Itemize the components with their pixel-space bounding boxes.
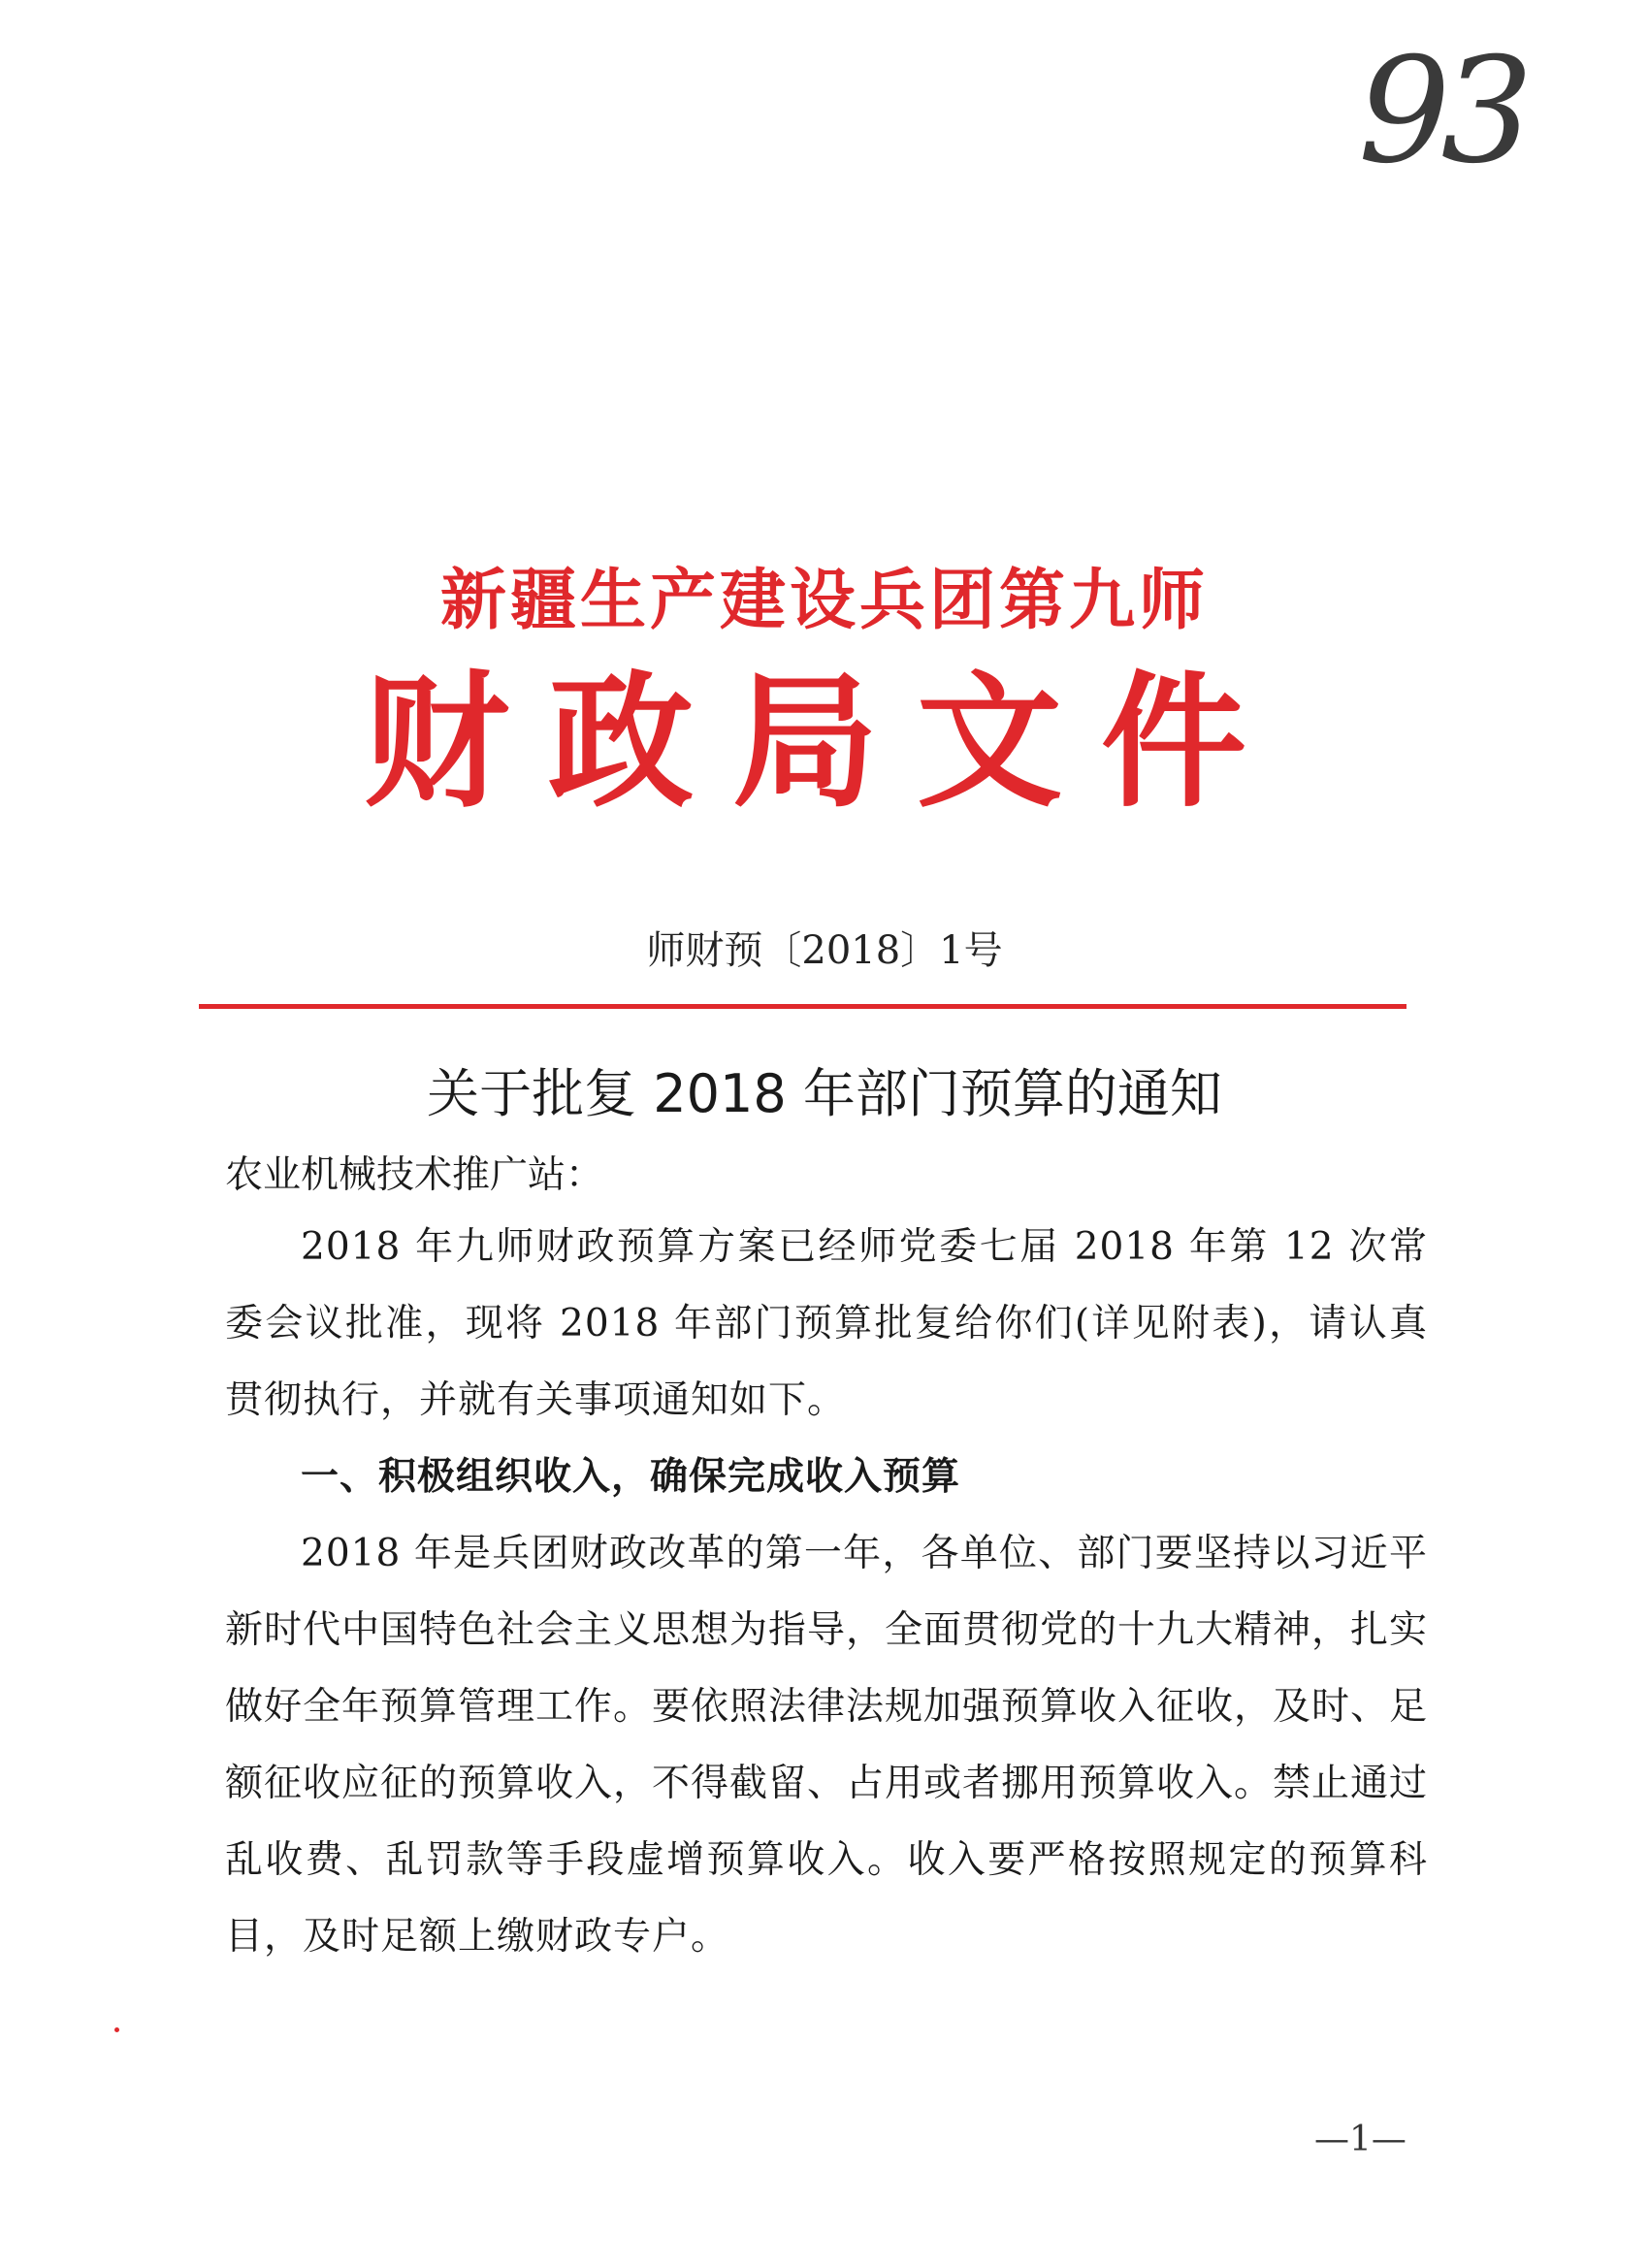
section-1-paragraph: 2018 年是兵团财政改革的第一年，各单位、部门要坚持以习近平新时代中国特色社会主义思想为指导，全面贯彻党的十九大精神，扎实做好全年预算管理工作。要依照法律法规加强预算收入征收，及时、足额征收应征的预算收入，不得截留、占用或者挪用预算收入。禁止通过乱收费、乱罚款等手段虚增预算收入。收入要严格按照规定的预算科目，及时足额上缴财政专户。 (225, 1532, 1429, 1959)
issuing-organization: 新疆生产建设兵团第九师 (439, 562, 1209, 639)
recipient: 农业机械技术推广站： (225, 1153, 604, 1197)
intro-paragraph: 2018 年九师财政预算方案已经师党委七届 2018 年第 12 次常委会议批准，现将 2018 年部门预算批复给你们(详见附表)，请认真贯彻执行，并就有关事项通知如下。 (225, 1225, 1428, 1422)
page-number: —1— (1314, 2120, 1406, 2159)
section-1-heading: 一、积极组织收入，确保完成收入预算 (301, 1454, 961, 1499)
document-number: 师财预〔2018〕1号 (646, 928, 1003, 973)
document-body (225, 1209, 1428, 1975)
handwritten-page-mark: 93 (1358, 27, 1524, 196)
print-speck (114, 2027, 119, 2032)
document-title: 关于批复 2018 年部门预算的通知 (427, 1063, 1222, 1124)
document-type-heading: 财政局文件 (363, 657, 1285, 827)
red-separator-line (199, 1004, 1406, 1009)
